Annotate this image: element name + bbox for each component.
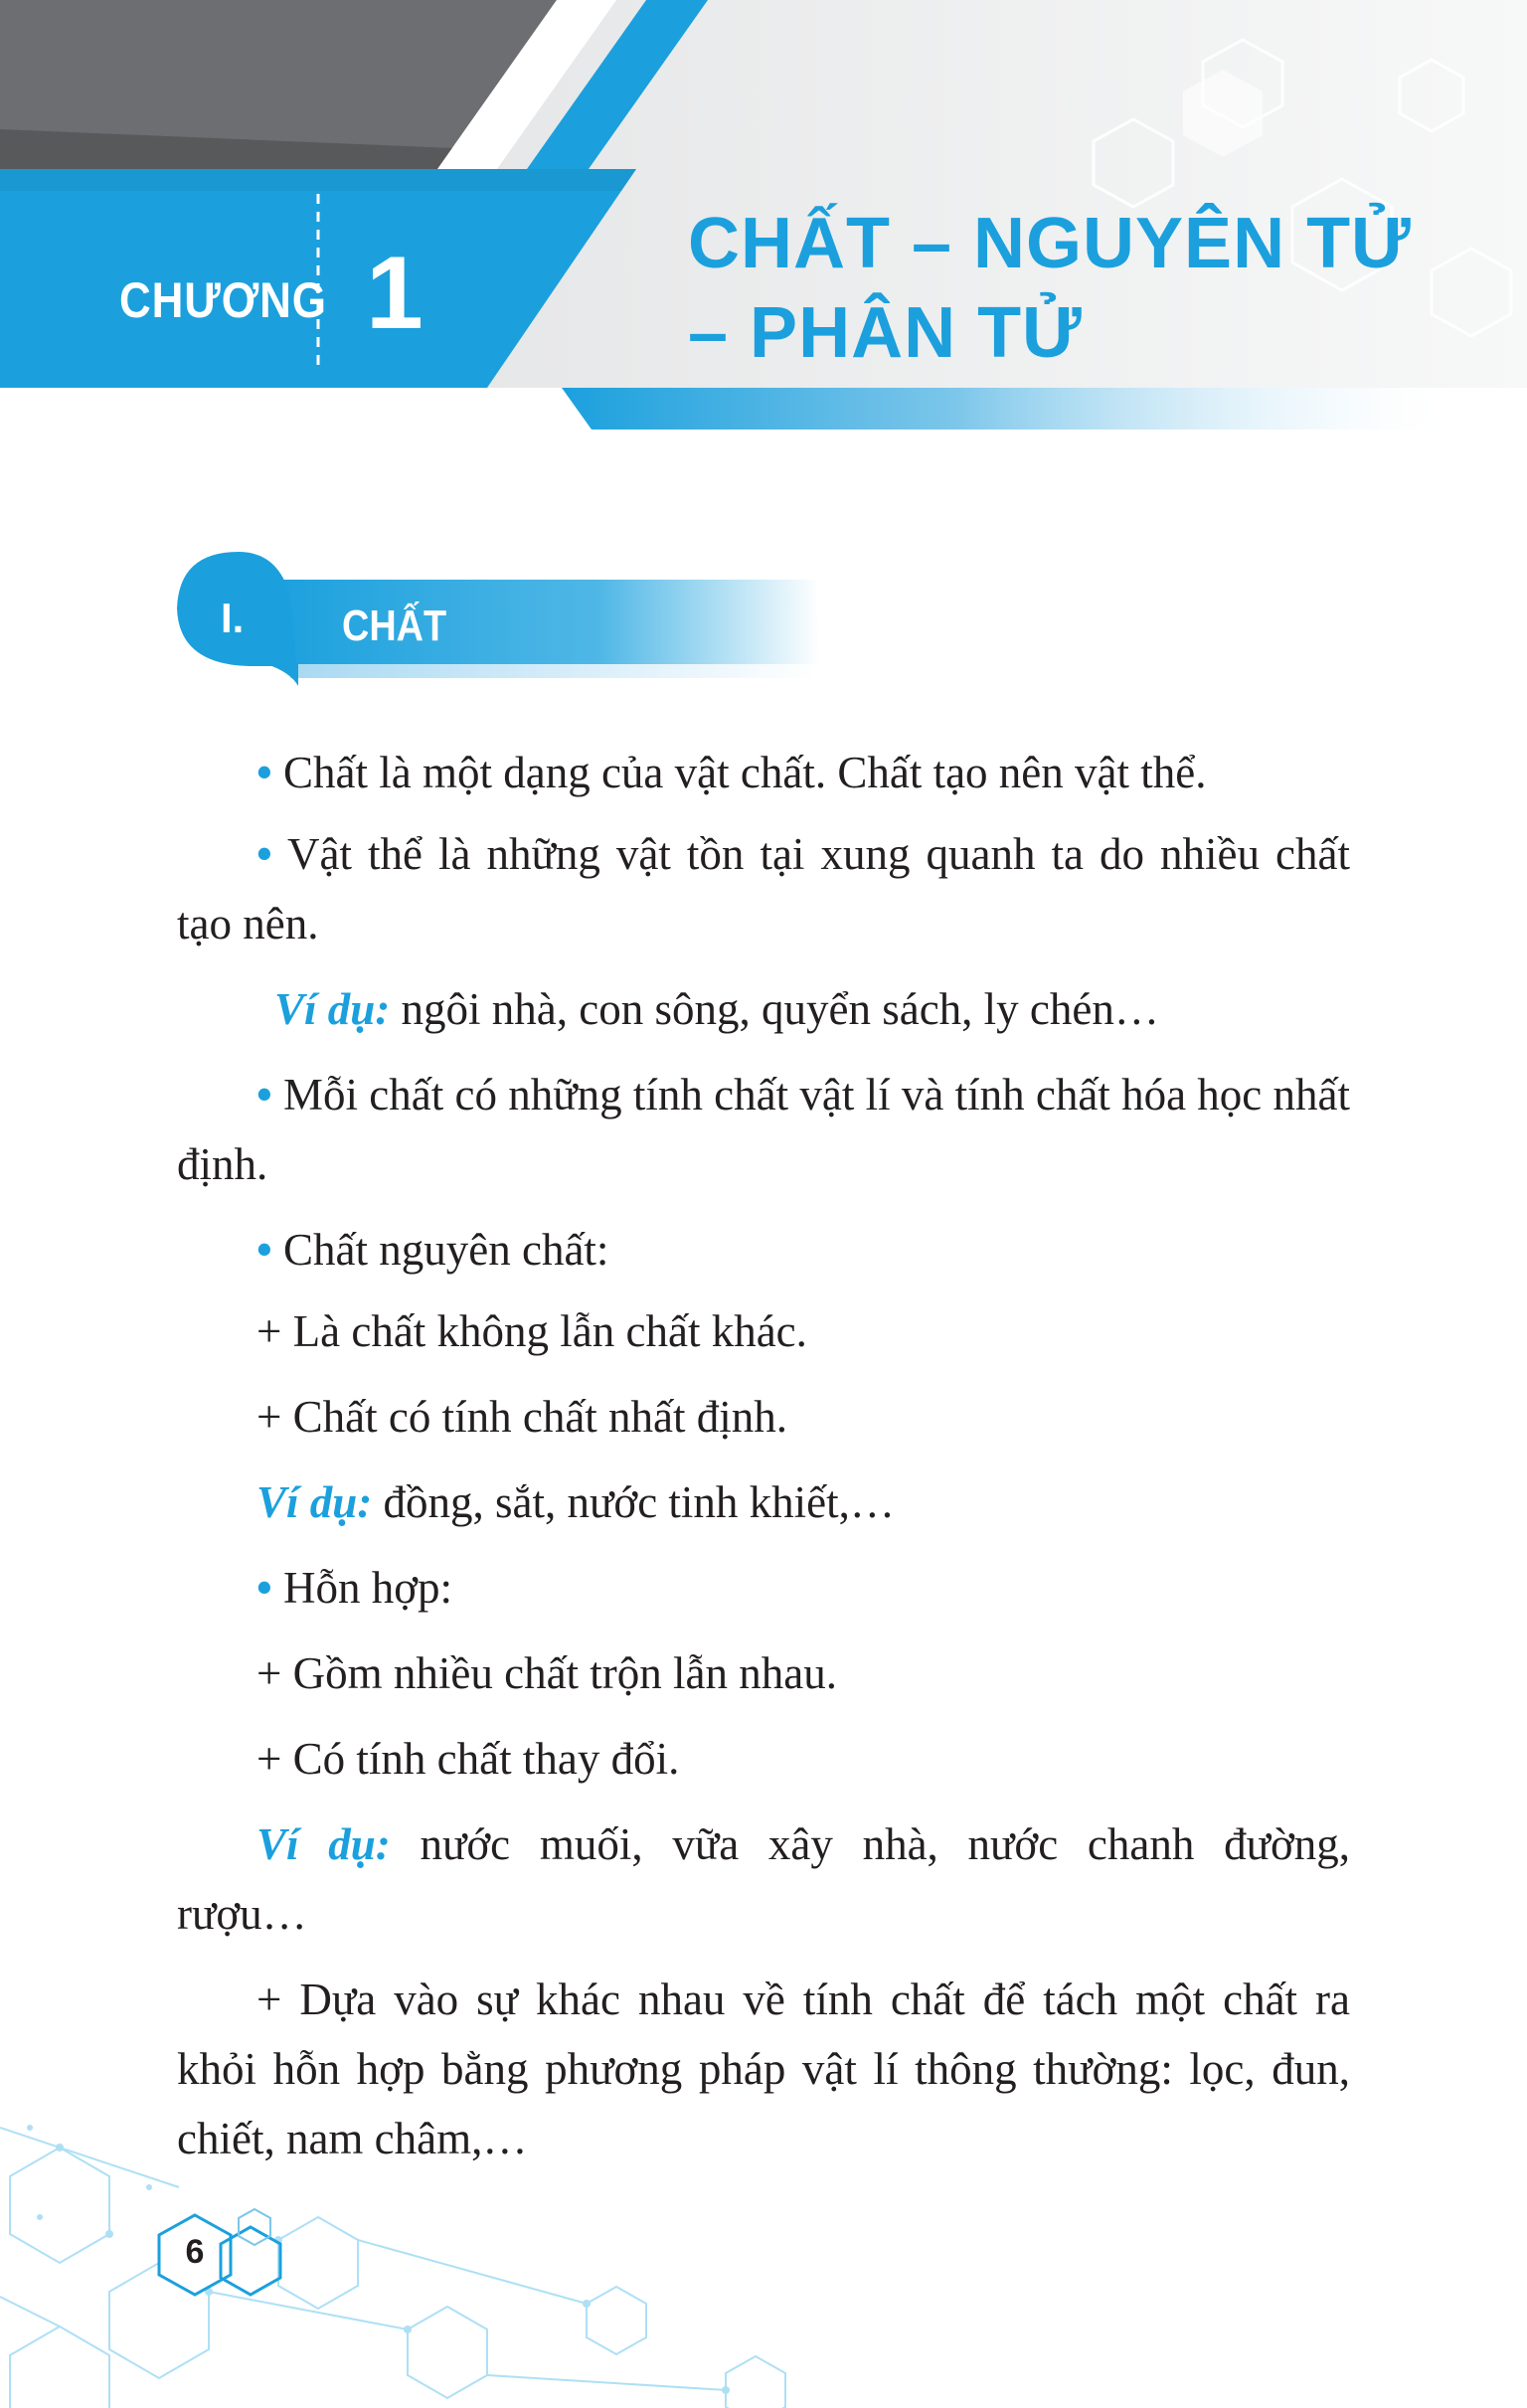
plus-paragraph: + Dựa vào sự khác nhau về tính chất để tách một chất ra khỏi hỗn hợp bằng phương pháp vật lí thông thường: lọc, đun, chiết, nam châm,… [177,1975,1350,2163]
bullet-paragraph [177,819,1350,958]
paragraph-text: Mỗi chất có những tính chất vật lí và tính chất hóa học nhất định. [177,1070,1351,1189]
chapter-number: 1 [366,236,424,351]
bullet-icon: • [256,1563,272,1613]
chapter-title [688,199,1443,378]
section-title: CHẤT [342,602,447,650]
example-text: ngôi nhà, con sông, quyển sách, ly chén… [390,984,1159,1034]
section-number: I. [221,595,245,641]
bullet-icon: • [256,1225,272,1275]
plus-item: + Là chất không lẫn chất khác. [256,1306,807,1356]
bullet-icon: • [256,829,272,879]
plus-item: + Có tính chất thay đổi. [256,1734,680,1784]
example-label: Ví dụ: [256,1819,391,1869]
paragraph-text: Chất nguyên chất: [283,1225,609,1275]
example-line [177,1467,1350,1537]
section-header-graphic [177,552,820,686]
example-text: nước muối, vữa xây nhà, nước chanh đường, rượu… [177,1819,1351,1939]
bullet-paragraph [177,1553,1350,1623]
plus-item: + Gồm nhiều chất trộn lẫn nhau. [256,1648,837,1698]
section-content [177,738,1350,2173]
paragraph-text: Chất là một dạng của vật chất. Chất tạo nên vật thể. [283,748,1207,797]
plus-item: + Chất có tính chất nhất định. [256,1392,788,1442]
chapter-label: CHƯƠNG [119,272,327,328]
example-text: đồng, sắt, nước tinh khiết,… [372,1477,895,1527]
bullet-icon: • [256,748,272,797]
bullet-paragraph [177,738,1350,807]
bullet-paragraph [177,1060,1350,1199]
paragraph-text: Hỗn hợp: [283,1563,453,1613]
bullet-icon: • [256,1070,272,1119]
paragraph-text: Vật thể là những vật tồn tại xung quanh ta do nhiều chất tạo nên. [177,829,1350,948]
example-line [177,974,1350,1044]
chapter-title-line-1: CHẤT – NGUYÊN TỬ [688,204,1412,283]
example-label: Ví dụ: [256,1477,373,1527]
example-line [177,1809,1350,1949]
bullet-paragraph [177,1215,1350,1285]
example-label: Ví dụ: [274,984,391,1034]
page-number: 6 [185,2233,205,2271]
chapter-title-line-2: – PHÂN TỬ [688,293,1083,373]
